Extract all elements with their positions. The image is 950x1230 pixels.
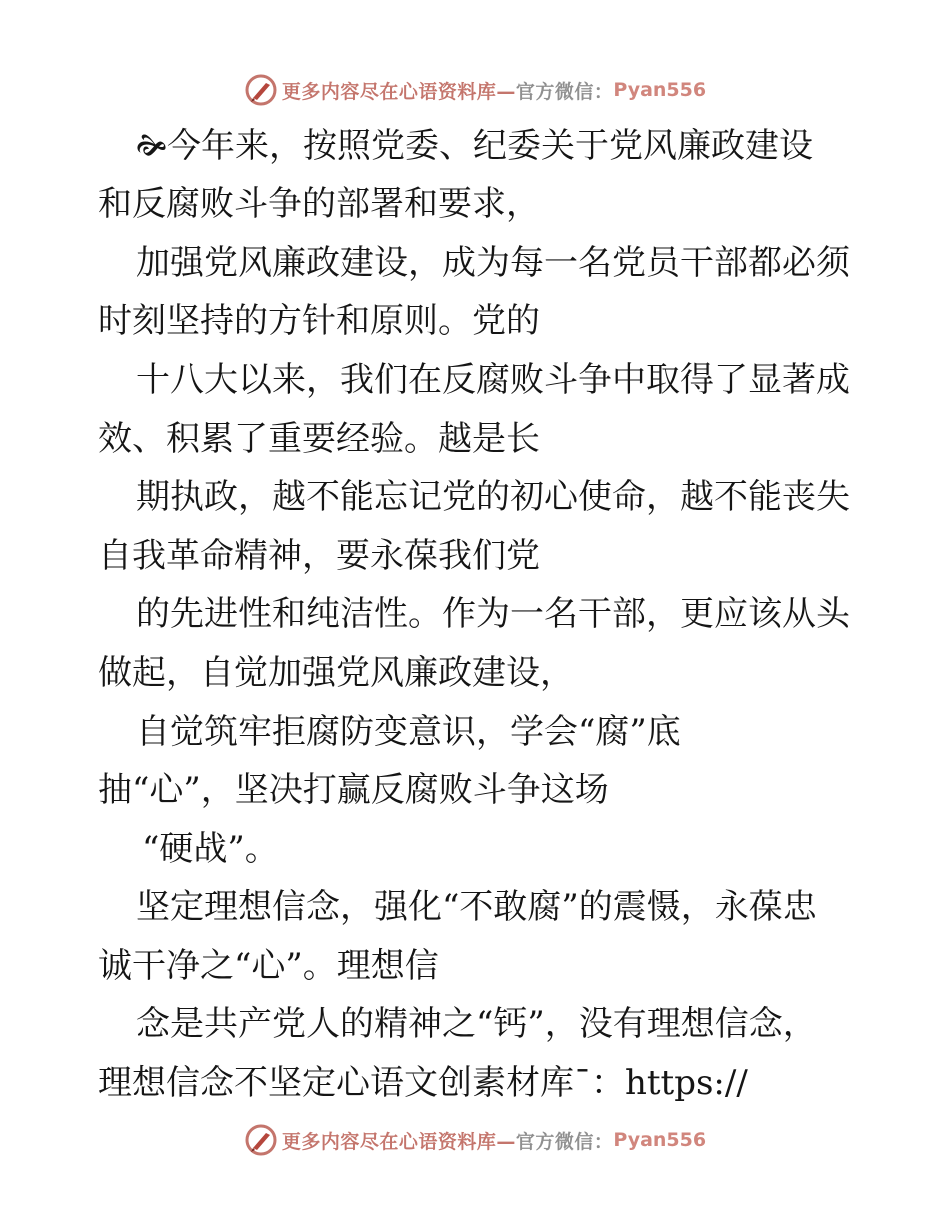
- watermark-official-label: 官方微信：: [515, 1130, 614, 1153]
- text-line-content: 今年来，按照党委、纪委关于党风廉政建设: [167, 126, 813, 166]
- fleuron-ornament-icon: 🙞: [136, 129, 167, 162]
- watermark-separator: —: [496, 1130, 516, 1153]
- text-line: 加强党风廉政建设，成为每一名党员干部都必须: [136, 243, 850, 283]
- text-line: 自觉筑牢拒腐防变意识，学会“腐”底: [136, 712, 681, 752]
- text-line: 十八大以来，我们在反腐败斗争中取得了显著成: [136, 360, 850, 400]
- header-watermark: [0, 70, 950, 110]
- watermark-main-text: 更多内容尽在心语资料库: [281, 1130, 497, 1153]
- text-line: 念是共产党人的精神之“钙”，没有理想信念，: [136, 1004, 817, 1044]
- pen-circle-logo-icon: [244, 1123, 278, 1157]
- watermark-official-label: 官方微信：: [515, 80, 614, 103]
- watermark-wechat-id: Pyan556: [613, 1129, 707, 1151]
- text-line: 自我革命精神，要永葆我们党: [98, 536, 540, 576]
- text-line: “硬战”。: [142, 829, 279, 869]
- pen-circle-logo-icon: [244, 73, 278, 107]
- text-line: 的先进性和纯洁性。作为一名干部，更应该从头: [136, 594, 850, 634]
- text-line: 期执政，越不能忘记党的初心使命，越不能丧失: [136, 477, 850, 517]
- text-line: 坚定理想信念，强化“不敢腐”的震慑，永葆忠: [136, 887, 817, 927]
- text-line: 效、积累了重要经验。越是长: [98, 419, 540, 459]
- watermark-wechat-id: Pyan556: [613, 79, 707, 101]
- text-line: 抽“心”，坚决打赢反腐败斗争这场: [98, 770, 609, 810]
- text-line: 理想信念不坚定心语文创素材库¯：https://: [98, 1063, 748, 1103]
- footer-watermark: [0, 1120, 950, 1160]
- watermark-main-text: 更多内容尽在心语资料库: [281, 80, 497, 103]
- text-line: 和反腐败斗争的部署和要求，: [98, 184, 540, 224]
- text-line: 诚干净之“心”。理想信: [98, 946, 439, 986]
- watermark-separator: —: [496, 80, 516, 103]
- text-line: 做起，自觉加强党风廉政建设，: [98, 653, 574, 693]
- text-line: 时刻坚持的方针和原则。党的: [98, 301, 540, 341]
- text-line: [136, 126, 813, 166]
